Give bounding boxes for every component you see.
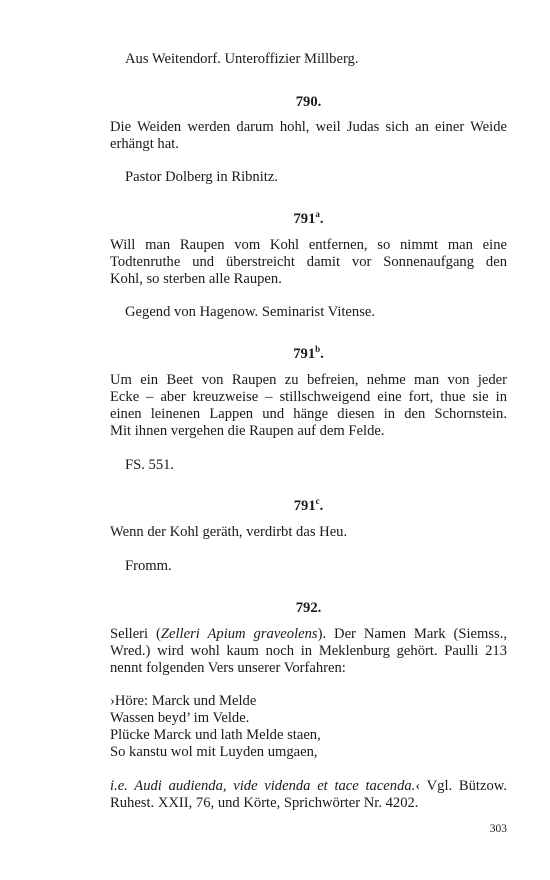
entry-791b-line-1: Um ein Beet von Raupen zu befreien, nehme man von jeder bbox=[110, 372, 507, 388]
verse-line-1: ›Höre: Marck und Melde bbox=[110, 693, 257, 709]
entry-791b-line-4: Mit ihnen vergehen die Raupen auf dem Felde. bbox=[110, 423, 385, 439]
entry-792-line-2: Wred.) wird wohl kaum noch in Meklenburg gehört. Paulli 213 bbox=[110, 643, 507, 659]
entry-791b-line-2: Ecke – aber kreuzweise – stillschweigend eine fort, thue sie in bbox=[110, 389, 507, 405]
attribution-791c: Fromm. bbox=[125, 558, 172, 574]
verse-line-3: Plücke Marck und lath Melde staen, bbox=[110, 727, 321, 743]
entry-791a-line-1: Will man Raupen vom Kohl entfernen, so nimmt man eine bbox=[110, 237, 507, 253]
entry-792-line-3: nennt folgenden Vers unserer Vorfahren: bbox=[110, 660, 346, 676]
page-number: 303 bbox=[489, 823, 507, 835]
entry-791a-line-3: Kohl, so sterben alle Raupen. bbox=[110, 271, 282, 287]
attribution-791b: FS. 551. bbox=[125, 457, 175, 473]
attribution-790: Pastor Dolberg in Ribnitz. bbox=[125, 169, 278, 185]
entry-790-line-1: Die Weiden werden darum hohl, weil Judas sich an einer Weide bbox=[110, 119, 507, 135]
entry-number-790: 790. bbox=[295, 94, 322, 110]
entry-790-line-2: erhängt hat. bbox=[110, 136, 179, 152]
entry-791a-line-2: Todtenruthe und überstreicht damit vor Sonnenaufgang den bbox=[110, 254, 507, 270]
entry-791b-line-3: einen leinenen Lappen und hänge diesen in den Schornstein. bbox=[110, 406, 507, 422]
verse-line-2: Wassen beyd’ im Velde. bbox=[110, 710, 250, 726]
verse-line-4: So kanstu wol mit Luyden umgaen, bbox=[110, 744, 318, 760]
entry-791c-line-1: Wenn der Kohl geräth, verdirbt das Heu. bbox=[110, 524, 348, 540]
attribution-0: Aus Weitendorf. Unteroffizier Millberg. bbox=[125, 51, 359, 67]
entry-number-791c: 791$^c$. bbox=[293, 496, 324, 514]
closing-line-1: i.e. Audi audienda, vide videnda et tace tacenda.‹ Vgl. Bützow. bbox=[110, 778, 508, 794]
closing-line-2: Ruhest. XXII, 76, und Körte, Sprichwörter Nr. 4202. bbox=[110, 795, 419, 811]
entry-number-792: 792. bbox=[295, 600, 322, 616]
attribution-791a: Gegend von Hagenow. Seminarist Vitense. bbox=[125, 304, 376, 320]
entry-number-791b: 791$^b$. bbox=[293, 344, 324, 362]
entry-792-line-1: Selleri (Zelleri Apium graveolens). Der Namen Mark (Siemss., bbox=[110, 626, 507, 642]
entry-number-791a: 791$^a$. bbox=[293, 209, 324, 227]
